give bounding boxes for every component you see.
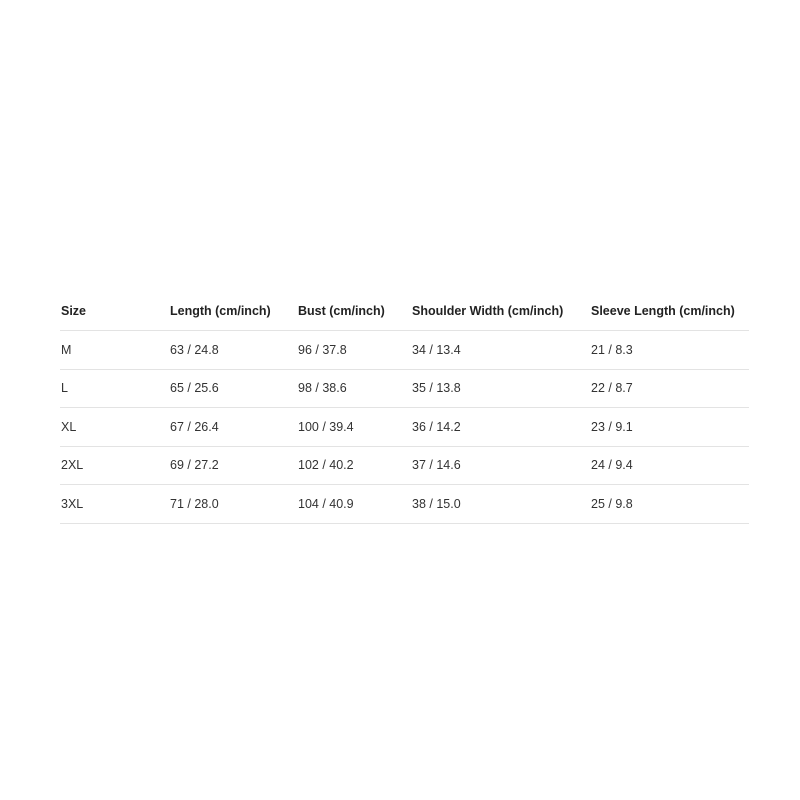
table-row: [60, 369, 749, 408]
cell-size: 3XL: [60, 485, 169, 524]
cell-bust: 96 / 37.8: [297, 331, 411, 370]
cell-shoulder-width: 35 / 13.8: [411, 369, 590, 408]
cell-bust: 100 / 39.4: [297, 408, 411, 447]
cell-shoulder-width: 34 / 13.4: [411, 331, 590, 370]
header-length: Length (cm/inch): [169, 292, 297, 331]
cell-size: L: [60, 369, 169, 408]
cell-length: 63 / 24.8: [169, 331, 297, 370]
cell-size: M: [60, 331, 169, 370]
cell-shoulder-width: 36 / 14.2: [411, 408, 590, 447]
cell-length: 69 / 27.2: [169, 446, 297, 485]
cell-sleeve-length: 24 / 9.4: [590, 446, 749, 485]
cell-sleeve-length: 22 / 8.7: [590, 369, 749, 408]
cell-sleeve-length: 25 / 9.8: [590, 485, 749, 524]
cell-shoulder-width: 38 / 15.0: [411, 485, 590, 524]
header-bust: Bust (cm/inch): [297, 292, 411, 331]
cell-shoulder-width: 37 / 14.6: [411, 446, 590, 485]
cell-sleeve-length: 23 / 9.1: [590, 408, 749, 447]
cell-sleeve-length: 21 / 8.3: [590, 331, 749, 370]
cell-size: XL: [60, 408, 169, 447]
cell-length: 71 / 28.0: [169, 485, 297, 524]
header-shoulder-width: Shoulder Width (cm/inch): [411, 292, 590, 331]
header-row: [60, 292, 749, 331]
table-header: [60, 292, 749, 331]
table-row: [60, 331, 749, 370]
header-sleeve-length: Sleeve Length (cm/inch): [590, 292, 749, 331]
cell-bust: 102 / 40.2: [297, 446, 411, 485]
size-chart-table: [60, 292, 749, 524]
table-body: [60, 331, 749, 524]
header-size: Size: [60, 292, 169, 331]
table-row: [60, 446, 749, 485]
cell-bust: 98 / 38.6: [297, 369, 411, 408]
cell-length: 67 / 26.4: [169, 408, 297, 447]
cell-bust: 104 / 40.9: [297, 485, 411, 524]
table-row: [60, 408, 749, 447]
cell-size: 2XL: [60, 446, 169, 485]
table-row: [60, 485, 749, 524]
cell-length: 65 / 25.6: [169, 369, 297, 408]
